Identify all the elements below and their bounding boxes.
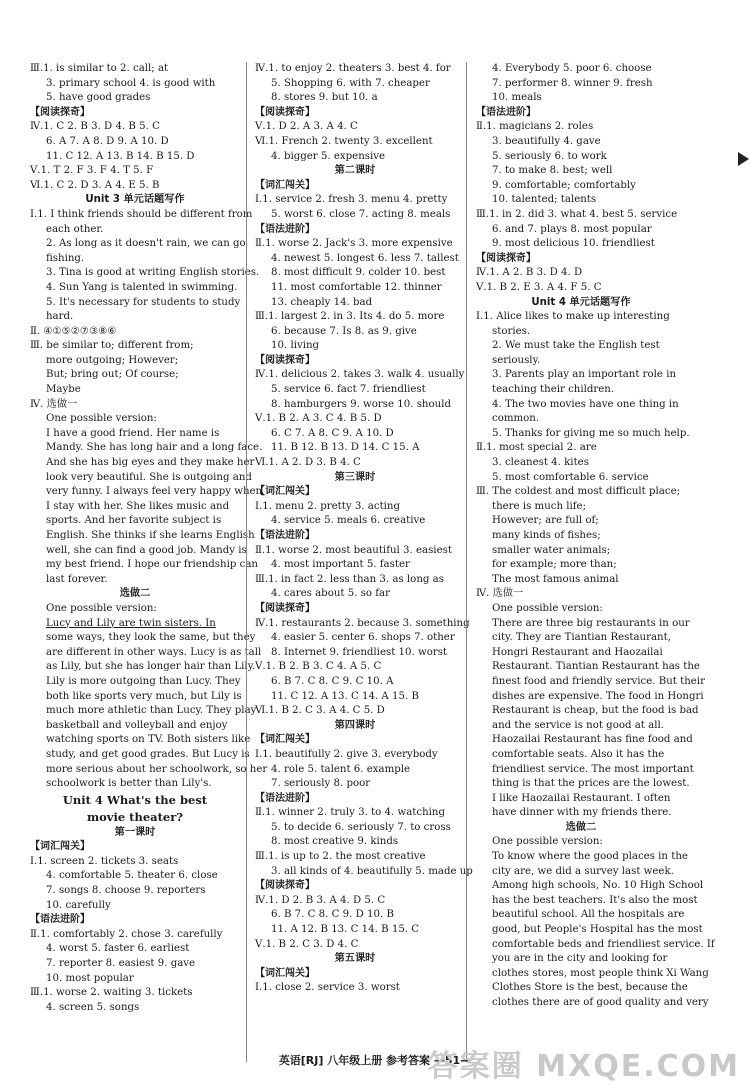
answer-line: Ⅰ.1. menu 2. pretty 3. acting (255, 500, 401, 512)
answer-line: To know where the good places in the (492, 851, 688, 863)
answer-line: Ⅳ. 选做一 (30, 398, 78, 410)
answer-line: 4. The two movies have one thing in (492, 398, 679, 410)
lesson-title: Unit 3 单元话题写作 (85, 194, 185, 206)
answer-line: 7. songs 8. choose 9. reporters (46, 885, 206, 897)
answer-line: Ⅵ.1. B 2. C 3. A 4. C 5. D (255, 705, 385, 717)
answer-line: 3. cleanest 4. kites (492, 457, 589, 469)
answer-line: 5. Thanks for giving me so much help. (492, 427, 690, 439)
section-header: 【阅读探奇】 (255, 106, 315, 118)
answer-line: my best friend. I hope our friendship can (46, 559, 258, 571)
answer-line: 4. cares about 5. so far (271, 588, 390, 600)
section-header: 【词汇闯关】 (255, 179, 315, 191)
answer-line: clothes there are of good quality and very (492, 997, 709, 1008)
answer-line: 6. B 7. C 8. C 9. C 10. A (271, 675, 394, 687)
answer-line: dishes are expensive. The food in Hongri (492, 690, 704, 702)
answer-line: 5. most comfortable 6. service (492, 471, 649, 483)
answer-line: 6. B 7. C 8. C 9. D 10. B (271, 909, 394, 921)
answer-line: Ⅱ.1. worse 2. most beautiful 3. easiest (255, 544, 452, 556)
answer-line: 4. service 5. meals 6. creative (271, 515, 426, 527)
answer-line: are different in other ways. Lucy is as tall (46, 646, 262, 658)
answer-line: well, she can find a good job. Mandy is (46, 544, 247, 556)
answer-line: 6. and 7. plays 8. most popular (492, 223, 652, 235)
answer-line: I like Haozailai Restaurant. I often (492, 792, 671, 804)
answer-line: Ⅳ.1. restaurants 2. because 3. something (255, 617, 470, 629)
column-divider (466, 62, 467, 1062)
answer-line: 8. most difficult 9. colder 10. best (271, 267, 446, 279)
answer-line: However; are full of; (492, 515, 599, 527)
answer-line: beautiful school. All the hospitals are (492, 909, 685, 921)
answer-line: 3. beautifully 4. gave (492, 135, 601, 147)
answer-line: Ⅰ.1. screen 2. tickets 3. seats (30, 855, 179, 867)
answer-line: Ⅲ. be similar to; different from; (30, 340, 194, 352)
answer-line: city. They are Tiantian Restaurant, (492, 632, 671, 644)
answer-line: Ⅵ.1. C 2. D 3. A 4. E 5. B (30, 179, 160, 191)
answer-line: Restaurant. Tiantian Restaurant has the (492, 661, 700, 673)
answer-line: 2. We must take the English test (492, 340, 660, 352)
answer-line: and the service is not good at all. (492, 719, 664, 731)
answer-line: Ⅵ.1. A 2. D 3. B 4. C (255, 457, 361, 469)
answer-line: 11. C 12. A 13. B 14. B 15. D (46, 150, 195, 162)
answer-line: as Lily, but she has longer hair than Lily. (46, 661, 256, 673)
answer-line: 3. Tina is good at writing English stories. (46, 267, 260, 279)
answer-line: Ⅱ. ④①⑤②⑦③⑧⑥ (30, 325, 117, 337)
answer-line: 8. most creative 9. kinds (271, 836, 399, 848)
lesson-title: Unit 4 单元话题写作 (531, 296, 631, 308)
answer-line: 3. Parents play an important role in (492, 369, 677, 381)
answer-line: both like sports very much, but Lily is (46, 690, 242, 702)
answer-line: very funny. I always feel very happy when (46, 486, 263, 498)
answer-line: 5. worst 6. close 7. acting 8. meals (271, 208, 451, 220)
answer-line: 11. most comfortable 12. thinner (271, 281, 442, 293)
section-header: 【词汇闯关】 (255, 486, 315, 498)
answer-line: 4. screen 5. songs (46, 1001, 140, 1013)
answer-line: 4. newest 5. longest 6. less 7. tallest (271, 252, 459, 264)
answer-line: 10. living (271, 340, 320, 352)
answer-line: each other. (46, 223, 104, 235)
section-header: 【词汇闯关】 (255, 734, 315, 746)
answer-line: Ⅲ.1. in 2. did 3. what 4. best 5. service (476, 208, 678, 220)
lesson-title: 第四课时 (334, 719, 376, 731)
answer-line: Ⅲ.1. largest 2. in 3. Its 4. do 5. more (255, 311, 445, 323)
answer-line: Ⅴ.1. B 2. C 3. D 4. C (255, 938, 359, 950)
answer-line: One possible version: (492, 602, 603, 614)
answer-line: stories. (492, 325, 531, 337)
answer-line: 5. Shopping 6. with 7. cheaper (271, 77, 430, 89)
answer-line: 5. to decide 6. seriously 7. to cross (271, 821, 451, 833)
answer-line: 8. Internet 9. friendliest 10. worst (271, 646, 448, 658)
answer-line: 4. Sun Yang is talented in swimming. (46, 281, 238, 293)
answer-line: 7. to make 8. best; well (492, 165, 613, 177)
answer-line: Ⅴ.1. D 2. A 3. A 4. C (255, 121, 358, 133)
answer-line: 4. most important 5. faster (271, 559, 410, 571)
answer-line: 10. meals (492, 92, 542, 104)
column-middle (255, 62, 473, 996)
answer-line: 6. because 7. Is 8. as 9. give (271, 325, 417, 337)
answer-line: 8. stores 9. but 10. a (271, 92, 378, 104)
answer-line: sports. And her favorite subject is (46, 515, 222, 527)
answer-line: city are, we did a survey last week. (492, 865, 674, 877)
answer-line: 6. C 7. A 8. C 9. A 10. D (271, 427, 394, 439)
answer-line: Ⅲ.1. is up to 2. the most creative (255, 851, 426, 863)
answer-line: fishing. (46, 252, 85, 264)
answer-line: 4. bigger 5. expensive (271, 150, 386, 162)
answer-line: 5. have good grades (46, 92, 151, 104)
answer-line: for example; more than; (492, 559, 617, 571)
answer-line: And she has big eyes and they make her (46, 457, 255, 469)
answer-line: 6. A 7. A 8. D 9. A 10. D (46, 135, 169, 147)
answer-line: Hongri Restaurant and Haozailai (492, 646, 663, 658)
answer-line: comfortable seats. Also it has the (492, 748, 665, 760)
section-header: 【阅读探奇】 (255, 880, 315, 892)
section-header: 【语法进阶】 (255, 530, 315, 541)
answer-line: many kinds of fishes; (492, 530, 601, 541)
answer-line: Ⅱ.1. worse 2. Jack's 3. more expensive (255, 238, 453, 250)
answer-line: 5. It's necessary for students to study (46, 296, 241, 308)
answer-line: Ⅲ.1. in fact 2. less than 3. as long as (255, 573, 444, 585)
answer-line: One possible version: (492, 836, 603, 848)
answer-line: Haozailai Restaurant has fine food and (492, 734, 693, 746)
answer-line: Ⅳ.1. C 2. B 3. D 4. B 5. C (30, 121, 160, 133)
section-header: 【阅读探奇】 (255, 602, 315, 614)
answer-line: Ⅴ.1. B 2. E 3. A 4. F 5. C (476, 281, 602, 293)
answer-line: 11. A 12. B 13. C 14. B 15. C (271, 924, 420, 936)
lesson-title: 第三课时 (334, 471, 376, 483)
answer-line: Ⅰ.1. Alice likes to make up interesting (476, 311, 670, 323)
answer-line: 4. Everybody 5. poor 6. choose (492, 63, 652, 74)
answer-line: Lucy and Lily are twin sisters. In (46, 617, 216, 629)
answer-line: movie theater? (86, 809, 184, 824)
answer-line: 10. most popular (46, 972, 134, 984)
answer-line: Ⅴ.1. B 2. A 3. C 4. B 5. D (255, 413, 382, 425)
answer-line: One possible version: (46, 602, 157, 614)
answer-line: 4. easier 5. center 6. shops 7. other (271, 632, 455, 644)
section-header: 【阅读探奇】 (30, 106, 90, 118)
answer-line: Lily is more outgoing than Lucy. They (46, 675, 241, 687)
answer-line: I stay with her. She likes music and (46, 500, 230, 512)
answer-line: comfortable beds and friendliest service. If (492, 938, 715, 950)
answer-line: Ⅱ.1. winner 2. truly 3. to 4. watching (255, 807, 445, 819)
answer-line: thing is that the prices are the lowest. (492, 778, 690, 790)
lesson-title: 选做二 (565, 821, 597, 833)
answer-line: Ⅱ.1. most special 2. are (476, 442, 597, 454)
answer-line: The most famous animal (492, 573, 619, 585)
answer-line: clothes stores, most people think Xi Wang (492, 967, 709, 979)
answer-line: 4. role 5. talent 6. example (271, 763, 411, 775)
answer-line: Clothes Store is the best, because the (492, 982, 688, 994)
column-left (30, 62, 268, 1015)
lesson-title: 选做二 (119, 588, 151, 600)
answer-line: 8. hamburgers 9. worse 10. should (271, 398, 451, 410)
section-header: 【阅读探奇】 (476, 252, 536, 264)
page-footer: 英语[RJ] 八年级上册 参考答案 —51— (278, 1054, 472, 1067)
answer-line: schoolwork is better than Lily's. (46, 778, 212, 790)
answer-line: Ⅳ.1. A 2. B 3. D 4. D (476, 267, 583, 279)
answer-line: I have a good friend. Her name is (46, 427, 220, 439)
answer-line: Ⅴ.1. B 2. B 3. C 4. A 5. C (255, 661, 382, 673)
answer-line: Ⅵ.1. French 2. twenty 3. excellent (255, 135, 433, 147)
answer-line: good, but People's Hospital has the most (492, 924, 703, 936)
answer-line: But; bring out; Of course; (46, 369, 179, 381)
answer-line: Ⅱ.1. magicians 2. roles (476, 121, 594, 133)
answer-line: English. She thinks if she learns English (46, 530, 255, 541)
section-header: 【词汇闯关】 (255, 967, 315, 979)
answer-line: finest food and friendly service. But their (492, 675, 705, 687)
section-header: 【语法进阶】 (255, 792, 315, 804)
answer-line: 2. As long as it doesn't rain, we can go (46, 238, 246, 250)
arrow-marker-icon (738, 152, 749, 166)
section-header: 【阅读探奇】 (255, 354, 315, 366)
answer-line: have dinner with my friends there. (492, 807, 672, 819)
lesson-title: 第五课时 (334, 953, 376, 965)
answer-line: 3. primary school 4. is good with (46, 77, 216, 89)
answer-line: Ⅰ.1. close 2. service 3. worst (255, 982, 400, 994)
answer-line: study, and get good grades. But Lucy is (46, 748, 250, 760)
answer-line: Mandy. She has long hair and a long face. (46, 442, 263, 454)
watermark-logo: 答案圈 MXQE.COM (427, 1049, 740, 1084)
answer-line: 5. seriously 6. to work (492, 150, 607, 162)
answer-line: 11. B 12. B 13. D 14. C 15. A (271, 442, 420, 454)
answer-line: Ⅱ.1. comfortably 2. chose 3. carefully (30, 928, 223, 940)
section-header: 【语法进阶】 (30, 914, 90, 926)
answer-line: 3. all kinds of 4. beautifully 5. made up (271, 865, 473, 877)
answer-line: Ⅰ.1. service 2. fresh 3. menu 4. pretty (255, 194, 448, 206)
answer-line: some ways, they look the same, but they (46, 632, 256, 644)
column-divider (246, 62, 247, 1062)
answer-line: Ⅳ.1. D 2. B 3. A 4. D 5. C (255, 894, 386, 906)
answer-line: Maybe (46, 384, 81, 396)
answer-line: 7. seriously 8. poor (271, 778, 371, 790)
section-header: 【语法进阶】 (476, 106, 536, 118)
answer-line: last forever. (46, 573, 108, 585)
answer-line: more outgoing; However; (46, 354, 179, 366)
answer-line: 7. performer 8. winner 9. fresh (492, 77, 653, 89)
answer-line: more serious about her schoolwork, so her (46, 763, 268, 775)
answer-line: Ⅳ.1. delicious 2. takes 3. walk 4. usually (255, 369, 465, 381)
answer-line: hard. (46, 311, 74, 323)
answer-line: much more athletic than Lucy. They play (46, 705, 257, 717)
answer-line: Ⅲ.1. worse 2. waiting 3. tickets (30, 987, 193, 999)
answer-line: Unit 4 What's the best (62, 792, 208, 807)
answer-line: 13. cheaply 14. bad (271, 296, 373, 308)
answer-line: Ⅰ.1. beautifully 2. give 3. everybody (255, 748, 438, 760)
answer-line: Ⅴ.1. T 2. F 3. F 4. T 5. F (30, 165, 154, 177)
answer-line: Ⅳ. 选做一 (476, 588, 524, 600)
lesson-title: 第二课时 (334, 165, 376, 177)
answer-line: One possible version: (46, 413, 157, 425)
lesson-title: 第一课时 (114, 826, 156, 838)
answer-line: basketball and volleyball and enjoy (46, 719, 228, 731)
answer-line: has the best teachers. It's also the most (492, 894, 698, 906)
answer-line: 4. worst 5. faster 6. earliest (46, 943, 190, 955)
answer-line: 10. talented; talents (492, 194, 597, 206)
answer-line: Ⅳ.1. to enjoy 2. theaters 3. best 4. for (255, 63, 451, 74)
answer-line: Ⅲ. The coldest and most difficult place; (476, 486, 681, 498)
answer-line: Ⅲ.1. is similar to 2. call; at (30, 63, 169, 74)
answer-line: 4. comfortable 5. theater 6. close (46, 870, 218, 882)
answer-line: Among high schools, No. 10 High School (492, 880, 704, 892)
answer-line: look very beautiful. She is outgoing and (46, 471, 252, 483)
column-right (476, 62, 715, 1011)
answer-line: Restaurant is cheap, but the food is bad (492, 705, 699, 717)
answer-line: common. (492, 413, 540, 425)
answer-line: friendliest service. The most important (492, 763, 694, 775)
answer-line: you are in the city and looking for (492, 953, 668, 965)
answer-line: There are three big restaurants in our (492, 617, 690, 629)
answer-line: 9. most delicious 10. friendliest (492, 238, 655, 250)
section-header: 【词汇闯关】 (30, 841, 90, 853)
answer-line: 7. reporter 8. easiest 9. gave (46, 958, 196, 970)
answer-line: seriously. (492, 354, 541, 366)
answer-line: smaller water animals; (492, 544, 611, 556)
answer-line: teaching their children. (492, 384, 615, 396)
answer-line: 10. carefully (46, 899, 111, 911)
answer-line: watching sports on TV. Both sisters like (46, 734, 251, 746)
answer-line: there is much life; (492, 500, 587, 512)
section-header: 【语法进阶】 (255, 223, 315, 235)
answer-line: 11. C 12. A 13. C 14. A 15. B (271, 690, 419, 702)
answer-line: Ⅰ.1. I think friends should be different from (30, 208, 253, 220)
answer-line: 5. service 6. fact 7. friendliest (271, 384, 426, 396)
answer-line: 9. comfortable; comfortably (492, 179, 636, 191)
